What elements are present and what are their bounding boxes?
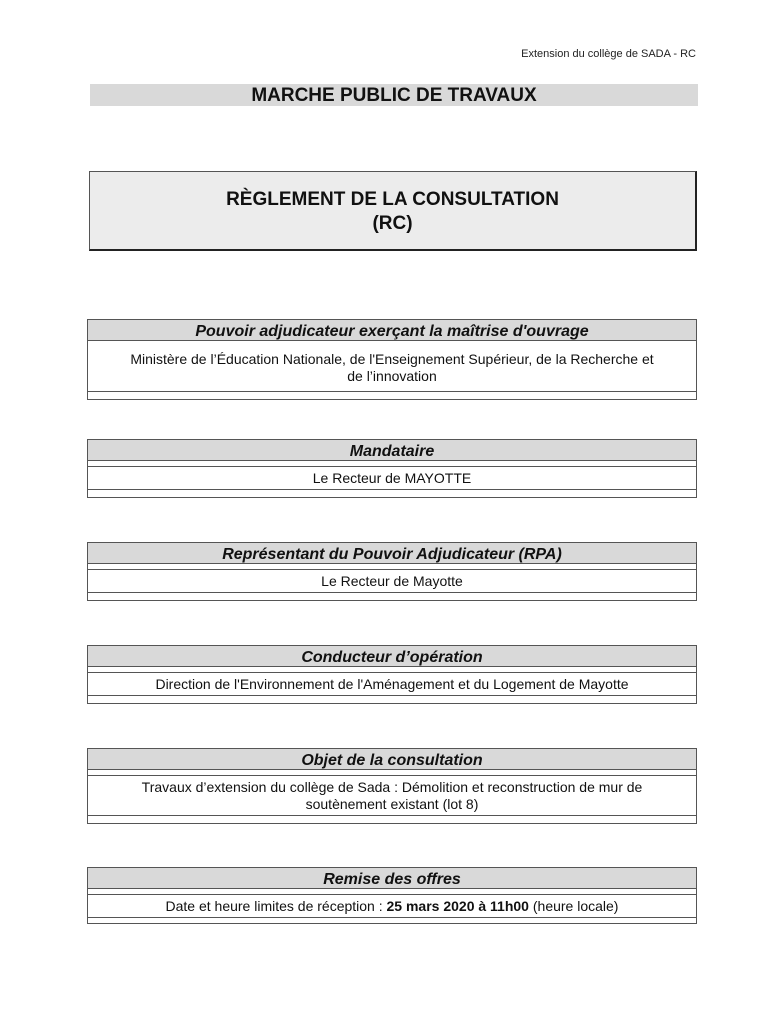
rc-title-line2: (RC) (372, 213, 413, 234)
section-footer (87, 918, 697, 924)
section-conducteur (87, 645, 697, 704)
section-title: Remise des offres (87, 867, 697, 889)
section-title: Mandataire (87, 439, 697, 461)
deadline-prefix: Date et heure limites de réception : (165, 898, 387, 914)
section-content: Le Recteur de MAYOTTE (87, 467, 697, 490)
header-note: Extension du collège de SADA - RC (521, 48, 696, 60)
section-mandataire (87, 439, 697, 498)
section-footer (87, 816, 697, 824)
section-objet (87, 748, 697, 824)
section-pouvoir-adjudicateur (87, 319, 697, 400)
section-content (87, 895, 697, 918)
rc-title-box (89, 171, 697, 251)
rc-title-line1: RÈGLEMENT DE LA CONSULTATION (226, 189, 559, 210)
deadline-suffix: (heure locale) (528, 898, 619, 914)
section-title: Conducteur d’opération (87, 645, 697, 667)
section-content: Travaux d’extension du collège de Sada : Démolition et reconstruction de mur de soutènement existant (lot 8) (87, 776, 697, 816)
main-title: MARCHE PUBLIC DE TRAVAUX (90, 84, 698, 106)
section-content: Ministère de l’Éducation Nationale, de l'Enseignement Supérieur, de la Recherche et de l’innovation (87, 341, 697, 392)
section-title: Pouvoir adjudicateur exerçant la maîtrise d'ouvrage (87, 319, 697, 341)
section-content: Le Recteur de Mayotte (87, 570, 697, 593)
section-footer (87, 696, 697, 704)
deadline-date: 25 mars 2020 à 11h00 (386, 898, 529, 914)
section-footer (87, 593, 697, 601)
section-content: Direction de l'Environnement de l'Aménagement et du Logement de Mayotte (87, 673, 697, 696)
section-title: Représentant du Pouvoir Adjudicateur (RPA) (87, 542, 697, 564)
section-footer (87, 490, 697, 498)
section-remise-offres (87, 867, 697, 924)
section-footer (87, 392, 697, 400)
section-title: Objet de la consultation (87, 748, 697, 770)
section-rpa (87, 542, 697, 601)
